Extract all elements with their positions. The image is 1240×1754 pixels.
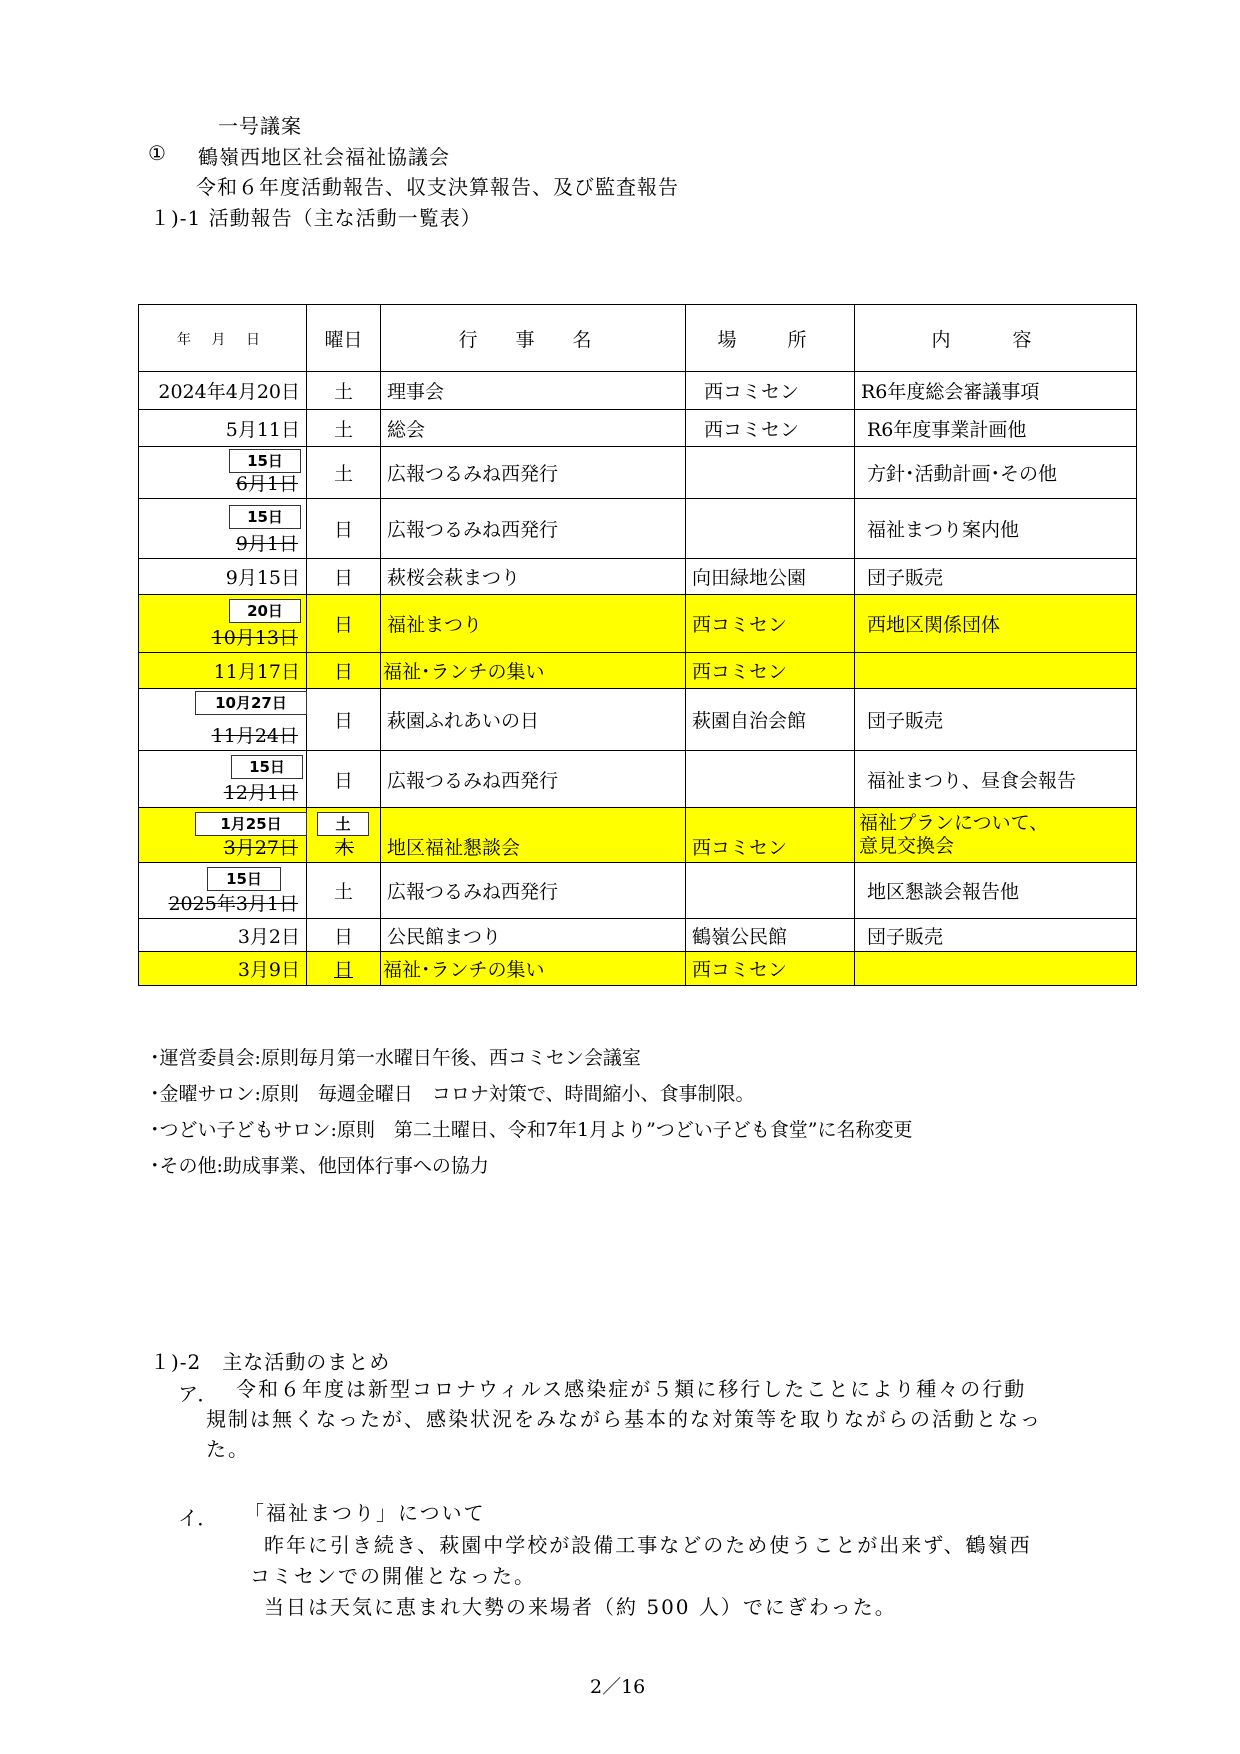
row-day: 日 (307, 919, 381, 952)
row-date (139, 808, 307, 863)
row-date (139, 689, 307, 751)
agenda-label: 一号議案 (218, 114, 302, 138)
header-event: 行 事 名 (381, 305, 686, 372)
row-date: 9月15日 (139, 559, 307, 595)
table-row-highlighted (139, 595, 1137, 653)
note-item: ･金曜サロン:原則 毎週金曜日 コロナ対策で、時間縮小、食事制限。 (150, 1083, 755, 1105)
date-correction-box: 15日 (229, 505, 301, 529)
item-b-line3: 当日は天気に恵まれ大勢の来場者（約 500 人）でにぎわった。 (264, 1595, 897, 1619)
row-place: 西コミセン (686, 808, 855, 863)
table-row (139, 559, 1137, 595)
row-date-original: 3月27日 (223, 837, 298, 859)
date-correction-box: 15日 (229, 449, 301, 473)
section-1-title: １)-1 活動報告（主な活動一覧表） (150, 206, 482, 230)
row-day: 日 (307, 653, 381, 689)
organization-name: 鶴嶺西地区社会福祉協議会 (198, 145, 450, 169)
section-2-title: １)-2 主な活動のまとめ (150, 1350, 391, 1374)
item-b-line1: 昨年に引き続き、萩園中学校が設備工事などのため使うことが出来ず、鶴嶺西 (264, 1533, 1032, 1557)
date-correction-box: 1月25日 (195, 812, 307, 836)
row-day: 日 (307, 751, 381, 808)
table-header-row (139, 305, 1137, 372)
row-place (686, 863, 855, 919)
row-event: 広報つるみね西発行 (381, 447, 686, 499)
row-place (686, 447, 855, 499)
row-date-original: 11月24日 (211, 725, 298, 747)
row-date-original: 6月1日 (235, 473, 298, 495)
item-b-title: 「福祉まつり」について (244, 1501, 486, 1525)
date-correction-box: 10月27日 (195, 691, 307, 715)
row-content (855, 952, 1137, 986)
header-place: 場 所 (686, 305, 855, 372)
header-content: 内 容 (855, 305, 1137, 372)
item-number: ① (148, 141, 167, 165)
row-date: 11月17日 (139, 653, 307, 689)
day-correction-box: 土 (317, 812, 369, 836)
table-row (139, 410, 1137, 447)
item-b-label: イ． (178, 1506, 219, 1530)
date-correction-box: 20日 (229, 599, 301, 623)
row-date-original: 12月1日 (223, 782, 298, 804)
notes-list (150, 1040, 913, 1184)
row-content: 方針･活動計画･その他 (855, 447, 1137, 499)
row-event: 萩桜会萩まつり (381, 559, 686, 595)
row-date (139, 499, 307, 559)
row-event: 福祉･ランチの集い (381, 952, 686, 986)
row-date: 3月2日 (139, 919, 307, 952)
row-content-line2: 意見交換会 (859, 835, 955, 857)
row-event: 広報つるみね西発行 (381, 751, 686, 808)
row-day-original: 木 (334, 837, 354, 859)
row-event: 理事会 (381, 372, 686, 410)
table-row (139, 372, 1137, 410)
row-day: 土 (307, 372, 381, 410)
row-place: 西コミセン (686, 410, 855, 447)
row-place: 鶴嶺公民館 (686, 919, 855, 952)
row-date-original: 9月1日 (235, 533, 298, 555)
row-place: 西コミセン (686, 952, 855, 986)
row-content: R6年度事業計画他 (855, 410, 1137, 447)
row-event: 福祉まつり (381, 595, 686, 653)
table-row-highlighted (139, 808, 1137, 863)
row-day: 日 (307, 559, 381, 595)
row-day: 土 (307, 863, 381, 919)
row-date: 5月11日 (139, 410, 307, 447)
row-day: 土 (307, 410, 381, 447)
table-row-highlighted (139, 952, 1137, 986)
row-content: 福祉まつり案内他 (855, 499, 1137, 559)
report-subtitle: 令和６年度活動報告、収支決算報告、及び監査報告 (196, 175, 679, 199)
row-date: 2024年4月20日 (139, 372, 307, 410)
row-content: 団子販売 (855, 689, 1137, 751)
row-day: 日 (307, 499, 381, 559)
date-correction-box: 15日 (207, 867, 281, 891)
row-content: 福祉まつり、昼食会報告 (855, 751, 1137, 808)
row-event: 広報つるみね西発行 (381, 863, 686, 919)
item-a-label: ア． (178, 1382, 219, 1406)
row-date: 3月9日 (139, 952, 307, 986)
row-day: 土 (307, 447, 381, 499)
note-item: ･運営委員会:原則毎月第一水曜日午後、西コミセン会議室 (150, 1047, 641, 1069)
table-row (139, 751, 1137, 808)
row-event: 地区福祉懇談会 (381, 808, 686, 863)
item-a-line3: た。 (206, 1437, 250, 1461)
row-content: 西地区関係団体 (855, 595, 1137, 653)
row-event: 総会 (381, 410, 686, 447)
activity-table (138, 304, 1137, 986)
item-b-line2: コミセンでの開催となった。 (250, 1564, 536, 1588)
row-day: 日 (307, 952, 381, 986)
row-content: 地区懇談会報告他 (855, 863, 1137, 919)
row-place: 西コミセン (686, 595, 855, 653)
row-day: 日 (307, 595, 381, 653)
table-row (139, 689, 1137, 751)
row-place: 西コミセン (686, 372, 855, 410)
item-a-line1: 令和６年度は新型コロナウィルス感染症が５類に移行したことにより種々の行動 (236, 1377, 1027, 1401)
row-date (139, 751, 307, 808)
page-number: 2／16 (590, 1676, 646, 1698)
row-event: 公民館まつり (381, 919, 686, 952)
row-date-original: 10月13日 (211, 627, 298, 649)
row-content-line1: 福祉プランについて、 (859, 812, 1049, 834)
row-event: 萩園ふれあいの日 (381, 689, 686, 751)
row-date (139, 447, 307, 499)
row-place: 向田緑地公園 (686, 559, 855, 595)
item-a-line2: 規制は無くなったが、感染状況をみながら基本的な対策等を取りながらの活動となっ (206, 1407, 1042, 1431)
header-day: 曜日 (307, 305, 381, 372)
row-event: 広報つるみね西発行 (381, 499, 686, 559)
row-content: R6年度総会審議事項 (855, 372, 1137, 410)
row-content: 団子販売 (855, 919, 1137, 952)
row-day (307, 808, 381, 863)
row-day: 日 (307, 689, 381, 751)
row-content (855, 808, 1137, 863)
header-date: 年 月 日 (139, 305, 307, 372)
row-place (686, 499, 855, 559)
row-content: 団子販売 (855, 559, 1137, 595)
row-content (855, 653, 1137, 689)
row-place (686, 751, 855, 808)
row-date (139, 863, 307, 919)
note-item: ･その他:助成事業、他団体行事への協力 (150, 1155, 489, 1177)
row-date-original: 2025年3月1日 (168, 893, 298, 915)
table-row (139, 499, 1137, 559)
table-row (139, 919, 1137, 952)
note-item: ･つどい子どもサロン:原則 第二土曜日、令和7年1月より”つどい子ども食堂”に名称変更 (150, 1119, 913, 1141)
row-date (139, 595, 307, 653)
row-event: 福祉･ランチの集い (381, 653, 686, 689)
date-correction-box: 15日 (231, 755, 303, 779)
table-row (139, 447, 1137, 499)
row-place: 萩園自治会館 (686, 689, 855, 751)
table-row-highlighted (139, 653, 1137, 689)
table-row (139, 863, 1137, 919)
row-place: 西コミセン (686, 653, 855, 689)
